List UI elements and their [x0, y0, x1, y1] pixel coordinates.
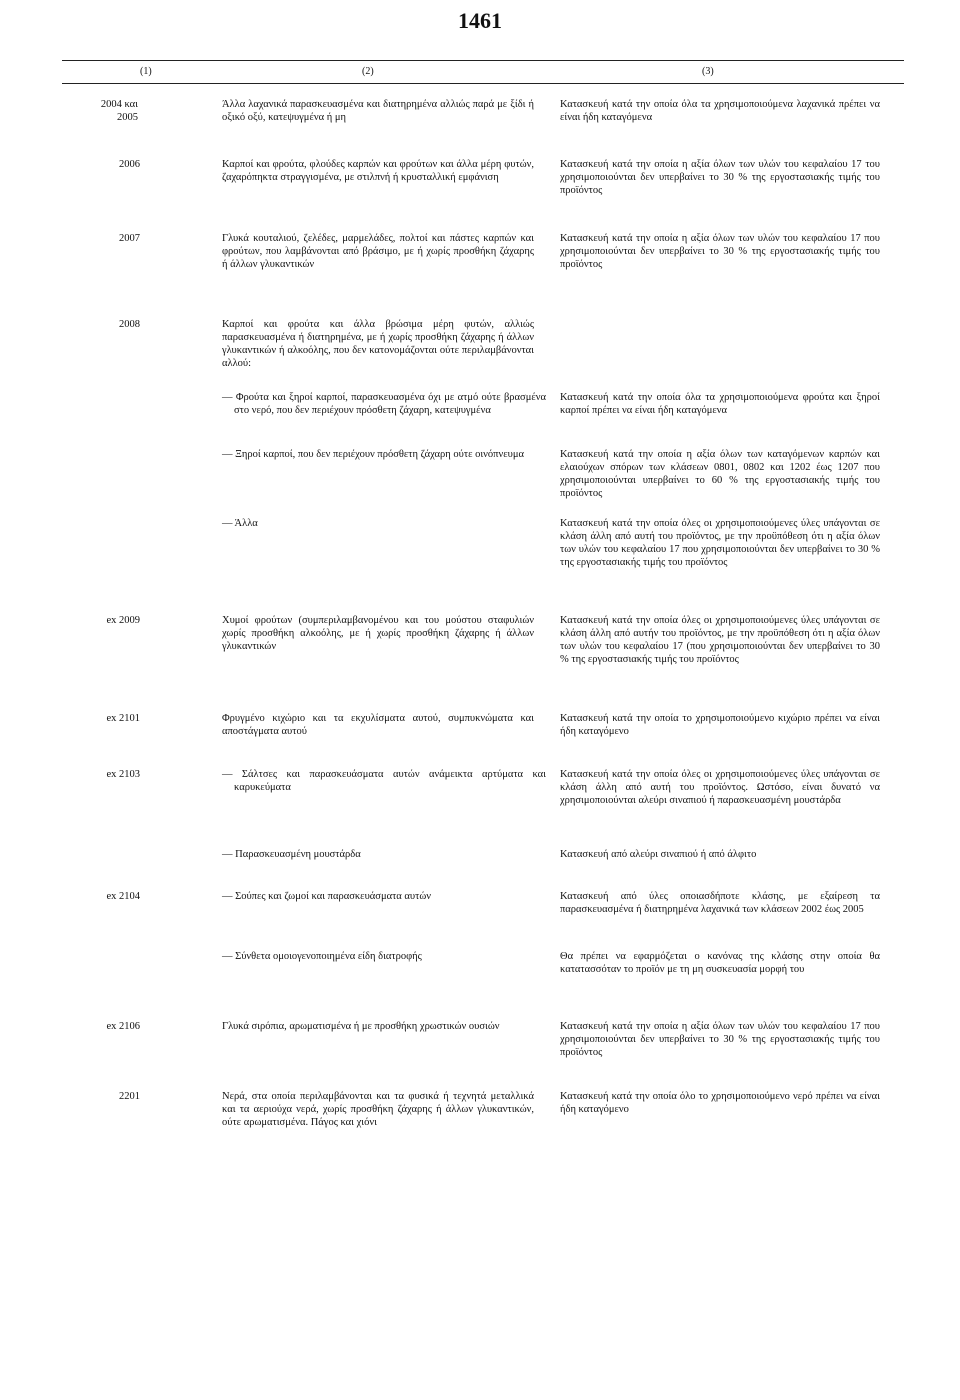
- origin-rule: Κατασκευή κατά την οποία όλες οι χρησιμοποιούμενες ύλες υπάγονται σε κλάση άλλη από αυτή του προϊόντος. Ωστόσο, είναι δυνατό να χρησιμοποιούνται αλεύρι σιναπιού ή παρασκευασμένη μουστάρδα: [560, 769, 880, 806]
- origin-rule: Κατασκευή κατά την οποία η αξία όλων των υλών του κεφαλαίου 17 του χρησιμοποιούνται δεν υπερβαίνει το 30 % της εργοστασιακής τιμής του προϊόντος: [560, 159, 880, 196]
- product-description: — Σύνθετα ομοιογενοποιημένα είδη διατροφής: [222, 951, 422, 962]
- product-description: — Άλλα: [222, 518, 258, 529]
- product-description: Γλυκά σιρόπια, αρωματισμένα ή με προσθήκη χρωστικών ουσιών: [222, 1021, 500, 1032]
- origin-rule: Κατασκευή κατά την οποία όλα τα χρησιμοποιούμενα λαχανικά πρέπει να είναι ήδη καταγόμενα: [560, 99, 880, 123]
- product-description: — Σούπες και ζωμοί και παρασκευάσματα αυτών: [222, 891, 432, 902]
- origin-rule: Κατασκευή κατά την οποία το χρησιμοποιούμενο κιχώριο πρέπει να είναι ήδη καταγόμενο: [560, 713, 880, 737]
- tariff-code: 2004 και 2005: [100, 99, 138, 123]
- product-description: — Σάλτσες και παρασκευάσματα αυτών ανάμεικτα αρτύματα και καρυκεύματα: [222, 769, 546, 793]
- product-description: Καρποί και φρούτα και άλλα βρώσιμα μέρη φυτών, αλλιώς παρασκευασμένα ή διατηρημένα, με ή χωρίς προσθήκη ζάχαρης ή άλλων γλυκαντικών ή αλκοόλης, που δεν κατονομάζονται ούτε περιλαμβάνονται αλλού:: [222, 319, 534, 369]
- origin-rule: Κατασκευή από ύλες οποιασδήποτε κλάσης, με εξαίρεση τα παρασκευασμένα ή διατηρημένα λαχανικά των κλάσεων 2002 έως 2005: [560, 891, 880, 915]
- origin-rule: Κατασκευή κατά την οποία η αξία όλων των υλών του κεφαλαίου 17 που χρησιμοποιούνται δεν υπερβαίνει το 30 % της εργοστασιακής τιμής του προϊόντος: [560, 233, 880, 270]
- origin-rule: Κατασκευή από αλεύρι σιναπιού ή από άλφιτο: [560, 849, 757, 860]
- product-description: Χυμοί φρούτων (συμπεριλαμβανομένου και του μούστου σταφυλιών χωρίς προσθήκη αλκοόλης, με ή χωρίς προσθήκη ζάχαρης ή άλλων γλυκαντικών: [222, 615, 534, 652]
- tariff-code: ex 2103: [106, 769, 140, 780]
- origin-rule: Κατασκευή κατά την οποία η αξία όλων των υλών του κεφαλαίου 17 που χρησιμοποιούνται δεν υπερβαίνει το 30 % της εργοστασιακής τιμής του προϊόντος: [560, 1021, 880, 1058]
- tariff-code: 2006: [119, 159, 140, 170]
- page-number: 1461: [458, 8, 502, 33]
- tariff-code: ex 2106: [106, 1021, 140, 1032]
- product-description: Καρποί και φρούτα, φλούδες καρπών και φρούτων και άλλα μέρη φυτών, ζαχαρόπηκτα στραγγισμένα, με στιλπνή ή κρυσταλλική εμφάνιση: [222, 159, 534, 183]
- column-header-1: (1): [140, 66, 152, 77]
- product-description: — Φρούτα και ξηροί καρποί, παρασκευασμένα όχι με ατμό ούτε βρασμένα στο νερό, που δεν περιέχουν πρόσθετη ζάχαρη, κατεψυγμένα: [222, 392, 546, 416]
- origin-rule: Θα πρέπει να εφαρμόζεται ο κανόνας της κλάσης στην οποία θα κατατασσόταν το προϊόν με τη μη συσκευασία μορφή του: [560, 951, 880, 975]
- column-header-3: (3): [702, 66, 714, 77]
- product-description: Γλυκά κουταλιού, ζελέδες, μαρμελάδες, πολτοί και πάστες καρπών και φρούτων, που λαμβάνονται από βράσιμο, με ή χωρίς προσθήκη ζάχαρης ή άλλων γλυκαντικών: [222, 233, 534, 270]
- product-description: — Παρασκευασμένη μουστάρδα: [222, 849, 361, 860]
- origin-rule: Κατασκευή κατά την οποία όλες οι χρησιμοποιούμενες ύλες υπάγονται σε κλάση άλλη από αυτή του προϊόντος, με την προϋπόθεση ότι η αξία όλων των υλών του κεφαλαίου 17 που χρησιμοποιούνται δεν υπερβαίνει το 30 % της εργοστασιακής τιμής του προϊόντος: [560, 518, 880, 568]
- tariff-code: 2201: [119, 1091, 140, 1102]
- top-rule: [62, 60, 904, 61]
- column-header-2: (2): [362, 66, 374, 77]
- product-description: Άλλα λαχανικά παρασκευασμένα και διατηρημένα αλλιώς παρά με ξίδι ή οξικό οξύ, κατεψυγμένα ή μη: [222, 99, 534, 123]
- origin-rule: Κατασκευή κατά την οποία όλες οι χρησιμοποιούμενες ύλες υπάγονται σε κλάση άλλη από αυτήν του προϊόντος, με την προϋπόθεση ότι η αξία όλων των υλών του κεφαλαίου 17 (που χρησιμοποιούνται δεν υπερβαίνει το 30 % της εργοστασιακής τιμής του προϊόντος: [560, 615, 880, 665]
- origin-rule: Κατασκευή κατά την οποία η αξία όλων των καταγόμενων καρπών και ελαιούχων σπόρων των κλάσεων 0801, 0802 και 1202 έως 1207 που χρησιμοποιούνται υπερβαίνει το 60 % της εργοστασιακής τιμής του προϊόντος: [560, 449, 880, 499]
- origin-rule: Κατασκευή κατά την οποία όλα τα χρησιμοποιούμενα φρούτα και ξηροί καρποί πρέπει να είναι ήδη καταγόμενα: [560, 392, 880, 416]
- tariff-code: 2008: [119, 319, 140, 330]
- tariff-code: 2007: [119, 233, 140, 244]
- header-rule: [62, 83, 904, 84]
- tariff-code: ex 2104: [106, 891, 140, 902]
- tariff-code: ex 2009: [106, 615, 140, 626]
- product-description: Φρυγμένο κιχώριο και τα εκχυλίσματα αυτού, συμπυκνώματα και αποστάγματα αυτού: [222, 713, 534, 737]
- product-description: — Ξηροί καρποί, που δεν περιέχουν πρόσθετη ζάχαρη ούτε οινόπνευμα: [222, 449, 524, 460]
- tariff-code: ex 2101: [106, 713, 140, 724]
- origin-rule: Κατασκευή κατά την οποία όλο το χρησιμοποιούμενο νερό πρέπει να είναι ήδη καταγόμενο: [560, 1091, 880, 1115]
- product-description: Νερά, στα οποία περιλαμβάνονται και τα φυσικά ή τεχνητά μεταλλικά και τα αεριούχα νερά, χωρίς προσθήκη ζάχαρης ή άλλων γλυκαντικών, ούτε αρωματισμένα. Πάγος και χιόνι: [222, 1091, 534, 1128]
